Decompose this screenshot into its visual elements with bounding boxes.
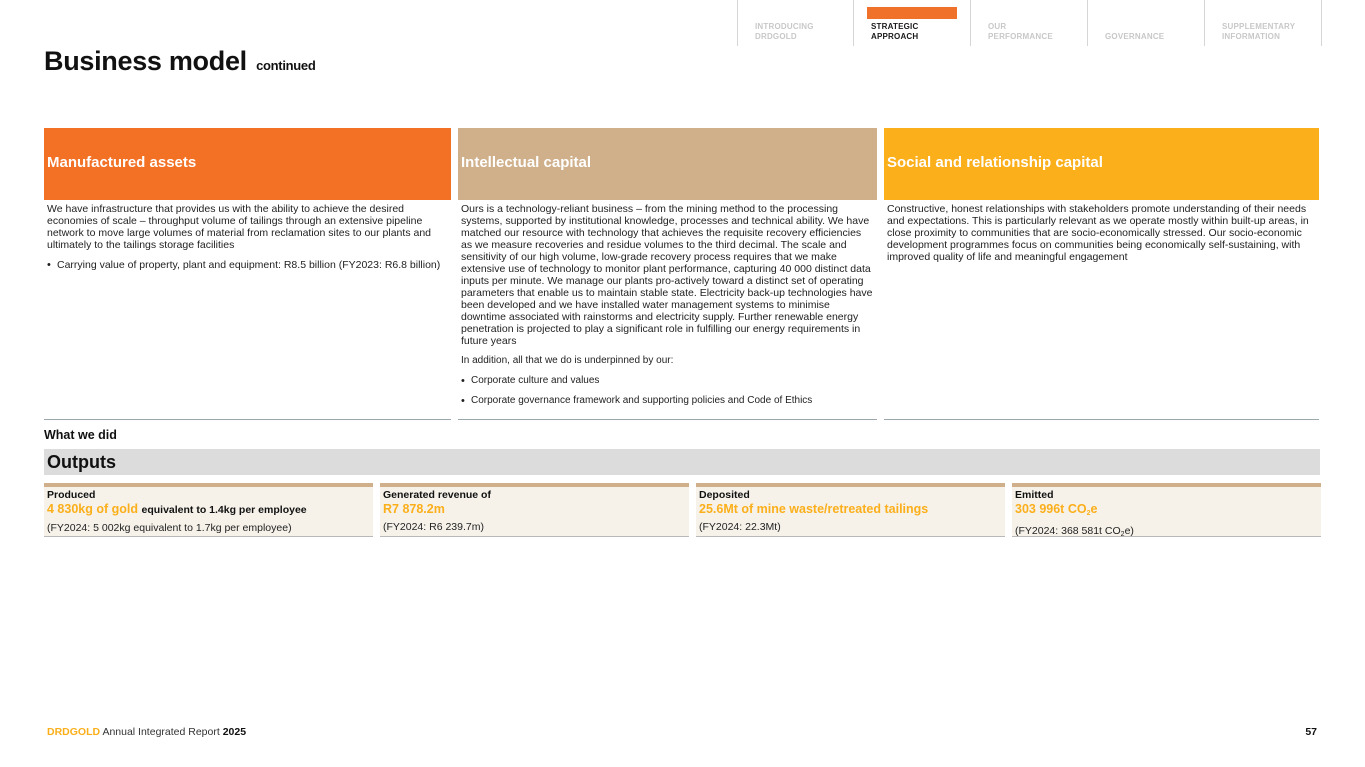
nav-tab-introducing[interactable] — [737, 0, 854, 46]
output-value: 25.6Mt of mine waste/retreated tailings — [699, 502, 929, 516]
nav-tab-label: INTRODUCING DRDGOLD — [755, 22, 814, 41]
output-value — [47, 502, 370, 518]
output-previous-main: (FY2024: 368 581t CO — [1015, 525, 1121, 537]
page-number: 57 — [1305, 726, 1317, 738]
manufactured-assets-heading: Manufactured assets — [44, 128, 451, 200]
output-deposited-card — [696, 483, 1005, 537]
intellectual-capital-list — [461, 375, 873, 407]
output-value: R7 878.2m — [383, 502, 445, 516]
nav-tab-governance[interactable] — [1088, 0, 1205, 46]
output-label: Produced — [47, 489, 96, 501]
output-value-suffix: equivalent to 1.4kg per employee — [141, 504, 307, 516]
manufactured-assets-paragraph: We have infrastructure that provides us with the ability to achieve the desired economies of scale – throughput volume of tailings through an extensive pipeline network to move large volumes of material from reclamation sites to our plants and ultimately to the tailings storage facilities — [47, 203, 432, 251]
nav-tab-label: SUPPLEMENTARY INFORMATION — [1222, 22, 1296, 41]
output-previous — [1015, 525, 1318, 541]
nav-tab-label: STRATEGIC APPROACH — [871, 22, 919, 41]
output-value-main: 303 996t CO — [1015, 502, 1087, 516]
output-label: Emitted — [1015, 489, 1054, 501]
output-value — [1015, 502, 1318, 521]
active-indicator — [867, 7, 957, 19]
output-value-main: 4 830kg of gold — [47, 502, 138, 516]
underpinned-text: In addition, all that we do is underpinned by our: — [461, 355, 674, 366]
nav-tab-strategic-approach[interactable] — [854, 0, 971, 46]
output-label: Deposited — [699, 489, 750, 501]
intellectual-capital-column — [458, 128, 877, 420]
footer-brand: DRDGOLD — [47, 726, 101, 738]
intellectual-capital-heading: Intellectual capital — [458, 128, 877, 200]
page-title-suffix: continued — [256, 58, 316, 73]
list-item: • Corporate culture and values — [461, 375, 873, 387]
manufactured-assets-body — [44, 200, 451, 271]
output-value-end: e — [1090, 502, 1098, 516]
footer-year: 2025 — [222, 726, 247, 738]
manufactured-assets-list — [47, 259, 447, 271]
output-produced-card — [44, 483, 373, 537]
social-capital-paragraph: Constructive, honest relationships with stakeholders promote understanding of their needs and expectations. This is particularly relevant as we operate mostly within built-up areas, in close proximity to communities that are socio-economically stressed. Our socio-economic development programmes focus on communities being economically self-sustaining, with improved quality of life and meaningful engagement — [887, 203, 1309, 263]
output-previous-end: e) — [1124, 525, 1134, 537]
social-capital-column — [884, 128, 1319, 420]
social-capital-heading: Social and relationship capital — [884, 128, 1319, 200]
list-item: • Carrying value of property, plant and equipment: R8.5 billion (FY2023: R6.8 billion) — [47, 259, 447, 271]
list-item: • Corporate governance framework and supporting policies and Code of Ethics — [461, 395, 873, 407]
output-revenue-card — [380, 483, 689, 537]
page-title-text: Business model — [44, 46, 247, 76]
output-previous-subscript: 2 — [1120, 531, 1125, 538]
section-nav — [737, 0, 1322, 46]
manufactured-assets-column — [44, 128, 451, 420]
output-label: Generated revenue of — [383, 489, 491, 501]
nav-tab-label: GOVERNANCE — [1105, 32, 1165, 41]
nav-tab-label: OUR PERFORMANCE — [988, 22, 1053, 41]
output-previous: (FY2024: 22.3Mt) — [699, 521, 781, 533]
nav-tab-supplementary[interactable] — [1205, 0, 1322, 46]
outputs-heading: Outputs — [44, 449, 1320, 475]
output-emitted-card — [1012, 483, 1321, 537]
footer — [47, 726, 246, 738]
output-value-subscript: 2 — [1086, 510, 1091, 517]
output-previous: (FY2024: R6 239.7m) — [383, 521, 484, 533]
intellectual-capital-paragraph: Ours is a technology-reliant business – from the mining method to the processing systems, supported by institutional knowledge, processes and technical ability. We have matched our resource with technology that achieves the requisite recovery efficiencies as we measure recoveries and residue volumes to the third decimal. The scale and sensitivity of our high volume, low-grade recovery process requires that we make extensive use of technology to monitor plant performance, capturing 40 000 distinct data inputs per minute. We manage our plants pro-actively toward a distinct set of operating parameters that enable us to maintain stable state. Electricity back-up technologies have been developed and we have installed water management systems to minimise downtime associated with rainstorms and electricity supply. Further renewable energy penetration is projected to play a significant role in fulfilling our energy requirements in future years — [461, 203, 873, 347]
footer-report: Annual Integrated Report — [102, 726, 220, 738]
intellectual-capital-body — [458, 200, 877, 407]
social-capital-body — [884, 200, 1319, 263]
nav-tab-our-performance[interactable] — [971, 0, 1088, 46]
page-title — [44, 46, 315, 77]
what-we-did-heading: What we did — [44, 428, 117, 442]
output-previous: (FY2024: 5 002kg equivalent to 1.7kg per employee) — [47, 522, 292, 534]
